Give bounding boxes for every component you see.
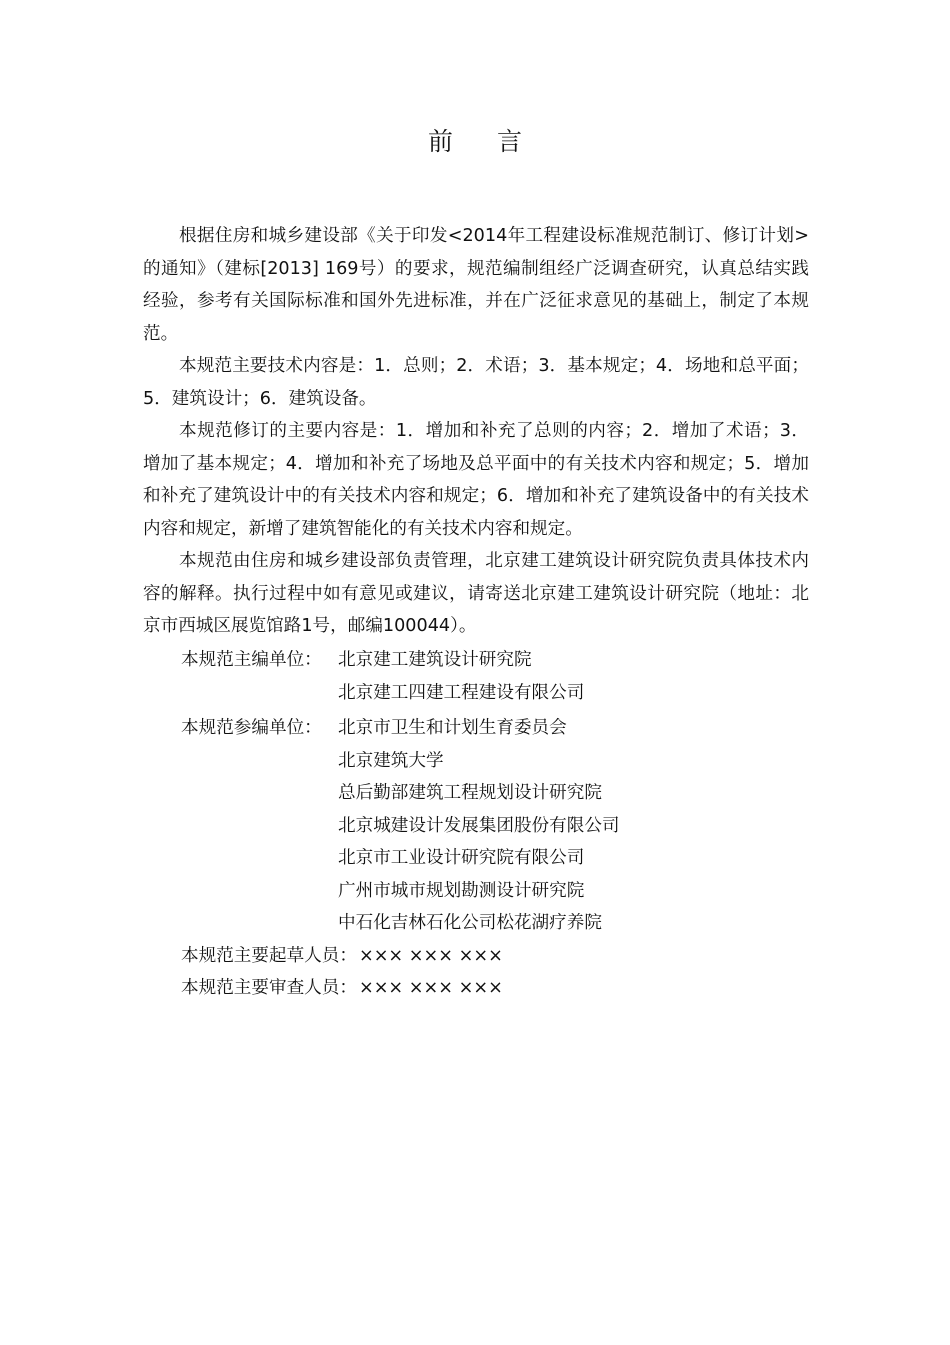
- participating-unit-name: 北京建筑大学: [338, 750, 444, 771]
- chief-unit-name: 北京建工建筑设计研究院: [338, 650, 532, 670]
- participating-unit-name: 北京市卫生和计划生育委员会: [338, 718, 567, 738]
- participating-units-label: 本规范参编单位：: [181, 718, 322, 738]
- reviewers-names: ××× ××× ×××: [358, 978, 503, 998]
- participating-units-block: [181, 712, 620, 940]
- paragraph-revisions: 本规范修订的主要内容是：1．增加和补充了总则的内容；2．增加了术语；3．增加了基本规定；4．增加和补充了场地及总平面中的有关技术内容和规定；5．增加和补充了建筑设计中的有关技术内容和规定；6．增加和补充了建筑设备中的有关技术内容和规定，新增了建筑智能化的有关技术内容和规定。: [143, 421, 809, 539]
- drafters-names: ××× ××× ×××: [358, 946, 503, 966]
- foreword-body: [143, 220, 809, 643]
- paragraph-basis: 根据住房和城乡建设部《关于印发<2014年工程建设标准规范制订、修订计划>的通知》（建标[2013] 169号）的要求，规范编制组经广泛调查研究，认真总结实践经验，参考有关国际标准和国外先进标准，并在广泛征求意见的基础上，制定了本规范。: [143, 226, 809, 344]
- participating-unit-name: 广州市城市规划勘测设计研究院: [338, 880, 585, 901]
- participating-unit-name: 北京市工业设计研究院有限公司: [338, 848, 585, 868]
- reviewers-line: [181, 972, 503, 1005]
- drafters-line: [181, 940, 503, 973]
- paragraph-main-contents: 本规范主要技术内容是：1．总则；2．术语；3．基本规定；4．场地和总平面；5．建筑设计；6．建筑设备。: [143, 356, 809, 409]
- participating-units-list: [338, 712, 620, 940]
- paragraph-management: 本规范由住房和城乡建设部负责管理，北京建工建筑设计研究院负责具体技术内容的解释。执行过程中如有意见或建议，请寄送北京建工建筑设计研究院（地址：北京市西城区展览馆路1号，邮编100044）。: [143, 551, 809, 636]
- participating-unit-name: 总后勤部建筑工程规划设计研究院: [338, 783, 602, 803]
- drafters-label: 本规范主要起草人员：: [181, 946, 357, 966]
- chief-units-list: [338, 644, 584, 709]
- page-title: 前言: [427, 127, 566, 156]
- reviewers-label: 本规范主要审查人员：: [181, 978, 357, 998]
- chief-unit-name: 北京建工四建工程建设有限公司: [338, 682, 585, 703]
- participating-unit-name: 北京城建设计发展集团股份有限公司: [338, 815, 620, 836]
- chief-units-block: [181, 644, 584, 709]
- chief-units-label: 本规范主编单位：: [181, 650, 322, 670]
- participating-unit-name: 中石化吉林石化公司松花湖疗养院: [338, 913, 602, 933]
